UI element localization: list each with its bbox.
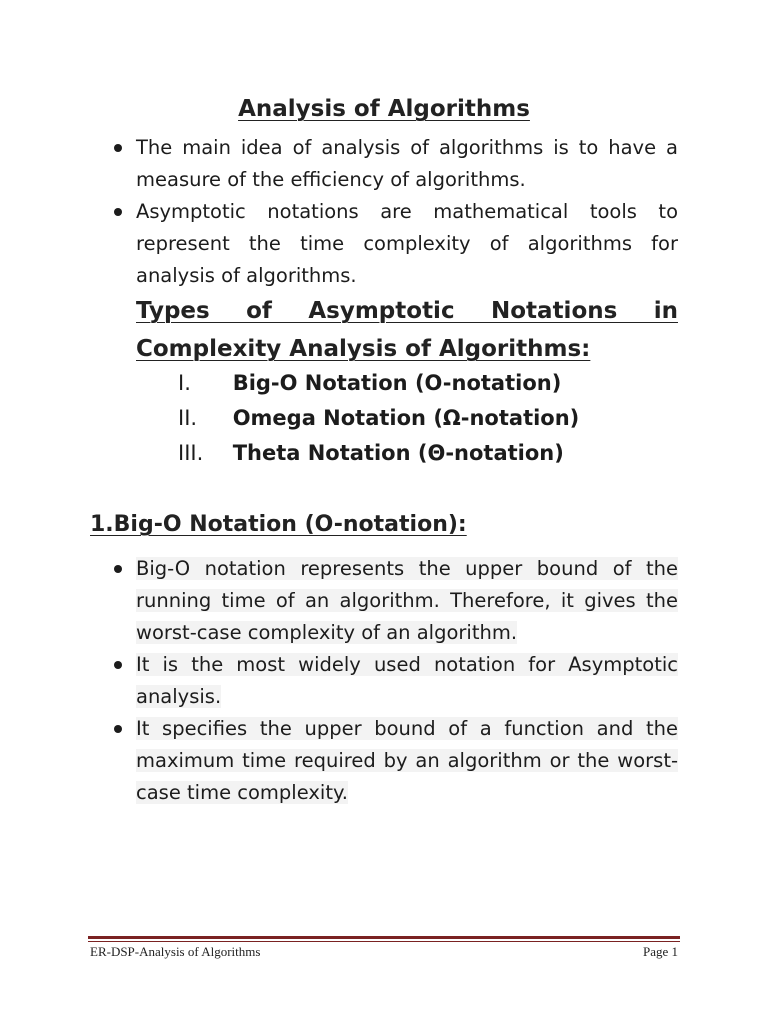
footer-rule — [88, 936, 680, 939]
list-item — [178, 436, 579, 471]
bullet-icon — [114, 661, 122, 669]
roman-numeral: II. — [178, 406, 198, 430]
bullet-text: It is the most widely used notation for Asymptotic analysis. — [136, 653, 678, 708]
list-item — [108, 196, 678, 292]
list-item — [108, 553, 678, 649]
document-title — [0, 96, 768, 122]
bullet-icon — [114, 725, 122, 733]
bullet-text: It specifies the upper bound of a function and the maximum time required by an algorithm or the worst-case time complexity. — [136, 717, 678, 804]
section-heading: 1.Big-O Notation (O-notation): — [90, 512, 467, 537]
notation-type-label: Theta Notation (Θ-notation) — [232, 441, 564, 465]
list-item — [178, 401, 579, 436]
bullet-text: Big-O notation represents the upper bound of the running time of an algorithm. Therefore, it gives the worst-case complexity of an algorithm. — [136, 557, 678, 644]
bullet-text: Asymptotic notations are mathematical tools to represent the time complexity of algorithms for analysis of algorithms. — [136, 200, 678, 287]
footer-document-name: ER-DSP-Analysis of Algorithms — [90, 944, 261, 959]
bullet-text: The main idea of analysis of algorithms is to have a measure of the efficiency of algorithms. — [136, 136, 678, 191]
notation-type-label: Big-O Notation (O-notation) — [232, 371, 562, 395]
notation-type-label: Omega Notation (Ω-notation) — [232, 406, 580, 430]
intro-bullet-list — [108, 132, 678, 292]
roman-numeral: I. — [178, 371, 191, 395]
document-title-text: Analysis of Algorithms — [238, 96, 530, 122]
bigo-bullet-list — [108, 553, 678, 809]
bullet-icon — [114, 144, 122, 152]
bullet-icon — [114, 208, 122, 216]
notation-types-list — [178, 366, 579, 471]
bullet-icon — [114, 565, 122, 573]
footer-rule-thin — [88, 941, 680, 942]
footer-page-number: Page 1 — [642, 944, 678, 959]
list-item — [108, 132, 678, 196]
list-item — [178, 366, 579, 401]
roman-numeral: III. — [178, 441, 204, 465]
list-item — [108, 649, 678, 713]
list-item — [108, 713, 678, 809]
types-heading: Types of Asymptotic Notations in Complexity Analysis of Algorithms: — [136, 298, 678, 362]
